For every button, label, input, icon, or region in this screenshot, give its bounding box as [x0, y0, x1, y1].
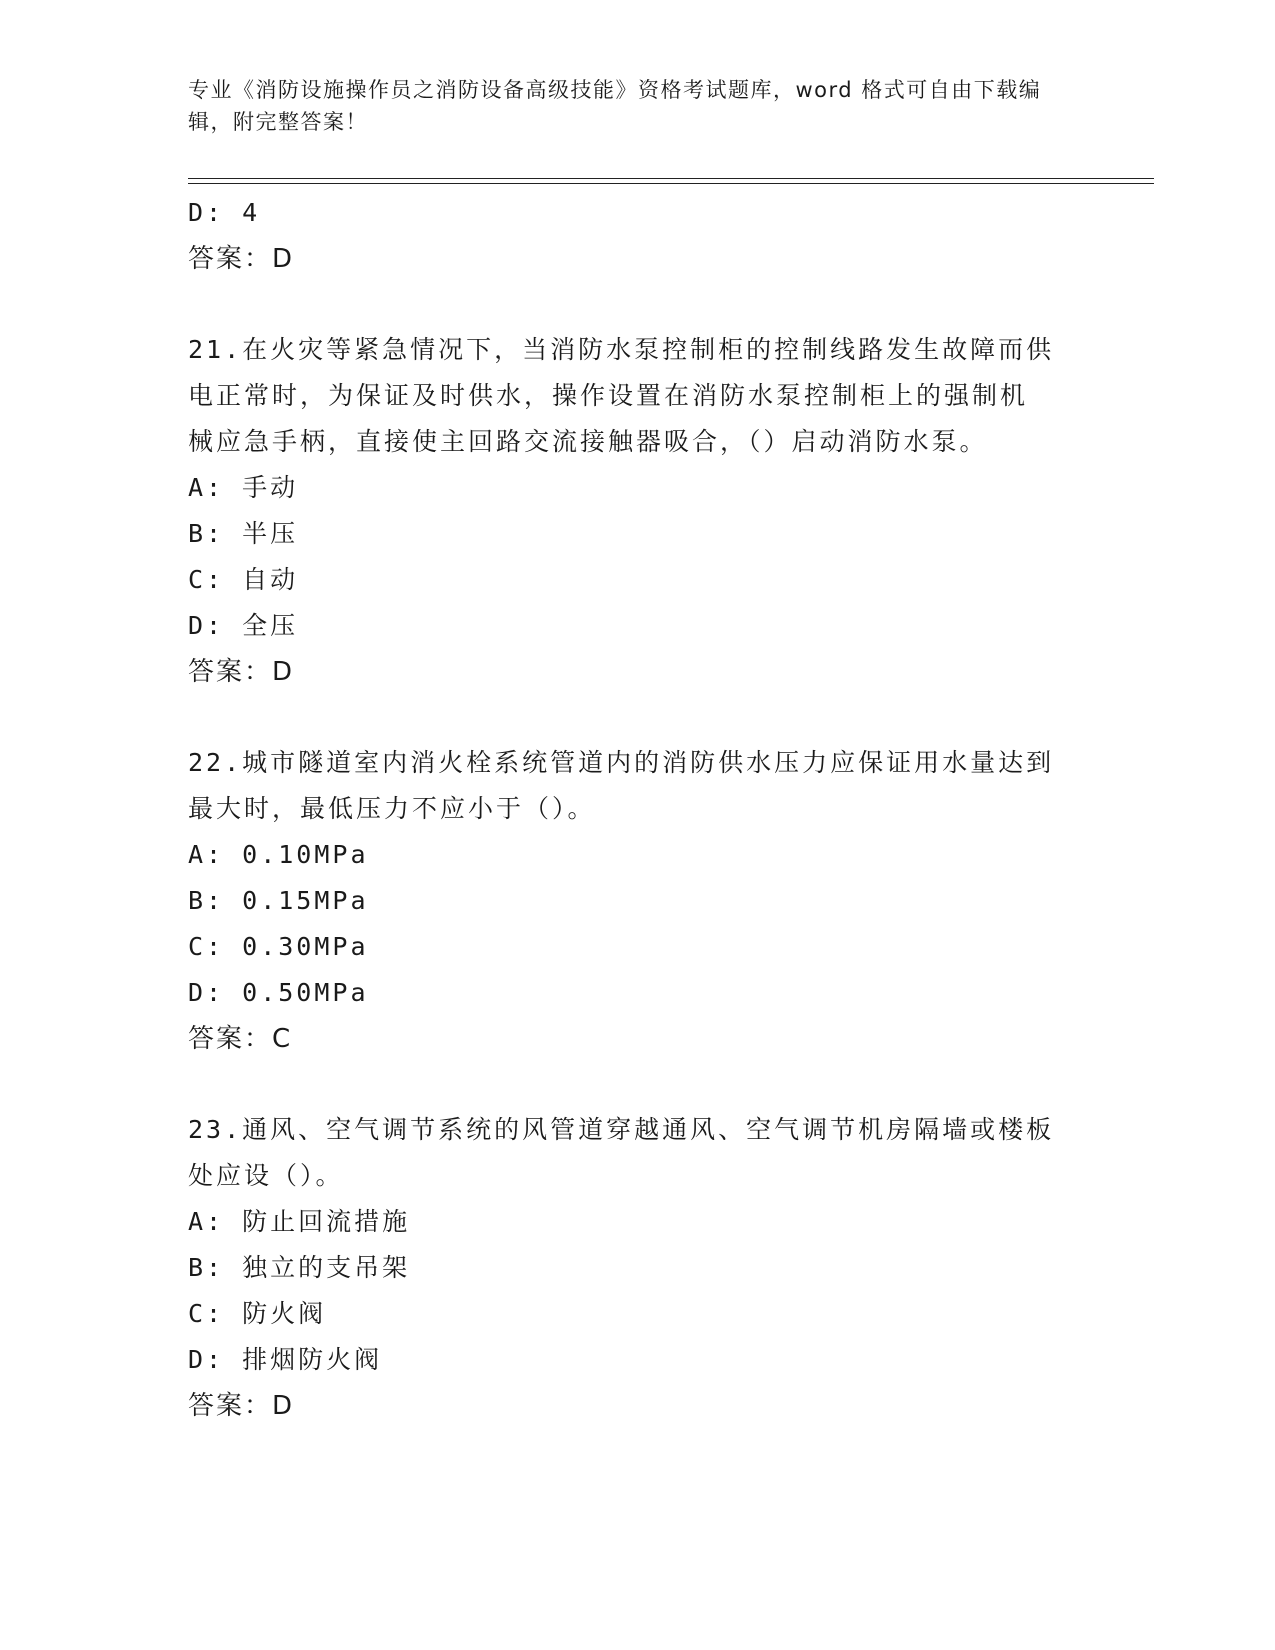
question-stem-line: 处应设（）。	[188, 1161, 344, 1190]
question-22	[188, 740, 1088, 1062]
question-stem-line: 22.城市隧道室内消火栓系统管道内的消防供水压力应保证用水量达到	[188, 748, 1055, 777]
option-d: D: 4	[188, 198, 261, 227]
document-body	[188, 190, 1088, 1429]
option-b: B: 半压	[188, 519, 299, 548]
header-divider-secondary	[188, 183, 1154, 184]
answer: 答案：D	[188, 244, 295, 274]
question-stem-line: 21.在火灾等紧急情况下，当消防水泵控制柜的控制线路发生故障而供	[188, 335, 1055, 364]
option-d: D: 排烟防火阀	[188, 1345, 383, 1374]
option-d: D: 全压	[188, 611, 299, 640]
option-c: C: 防火阀	[188, 1299, 327, 1328]
spacer	[188, 695, 1088, 740]
spacer	[188, 1062, 1088, 1107]
answer: 答案：D	[188, 1391, 295, 1421]
question-21	[188, 327, 1088, 695]
spacer	[188, 282, 1088, 327]
question-stem-line: 械应急手柄，直接使主回路交流接触器吸合，（）启动消防水泵。	[188, 427, 988, 456]
question-stem-line: 23.通风、空气调节系统的风管道穿越通风、空气调节机房隔墙或楼板	[188, 1115, 1055, 1144]
page-header: 专业《消防设施操作员之消防设备高级技能》资格考试题库，word 格式可自由下载编辑，附完整答案！	[188, 78, 1042, 134]
option-a: A: 防止回流措施	[188, 1207, 411, 1236]
answer: 答案：C	[188, 1024, 293, 1054]
option-a: A: 0.10MPa	[188, 840, 369, 869]
question-23	[188, 1107, 1088, 1429]
option-b: B: 独立的支吊架	[188, 1253, 411, 1282]
answer: 答案：D	[188, 657, 295, 687]
option-c: C: 0.30MPa	[188, 932, 369, 961]
option-d: D: 0.50MPa	[188, 978, 369, 1007]
option-c: C: 自动	[188, 565, 299, 594]
header-divider	[188, 178, 1154, 179]
option-b: B: 0.15MPa	[188, 886, 369, 915]
question-stem-line: 电正常时，为保证及时供水，操作设置在消防水泵控制柜上的强制机	[188, 381, 1029, 410]
option-a: A: 手动	[188, 473, 299, 502]
question-stem-line: 最大时，最低压力不应小于（）。	[188, 794, 596, 823]
